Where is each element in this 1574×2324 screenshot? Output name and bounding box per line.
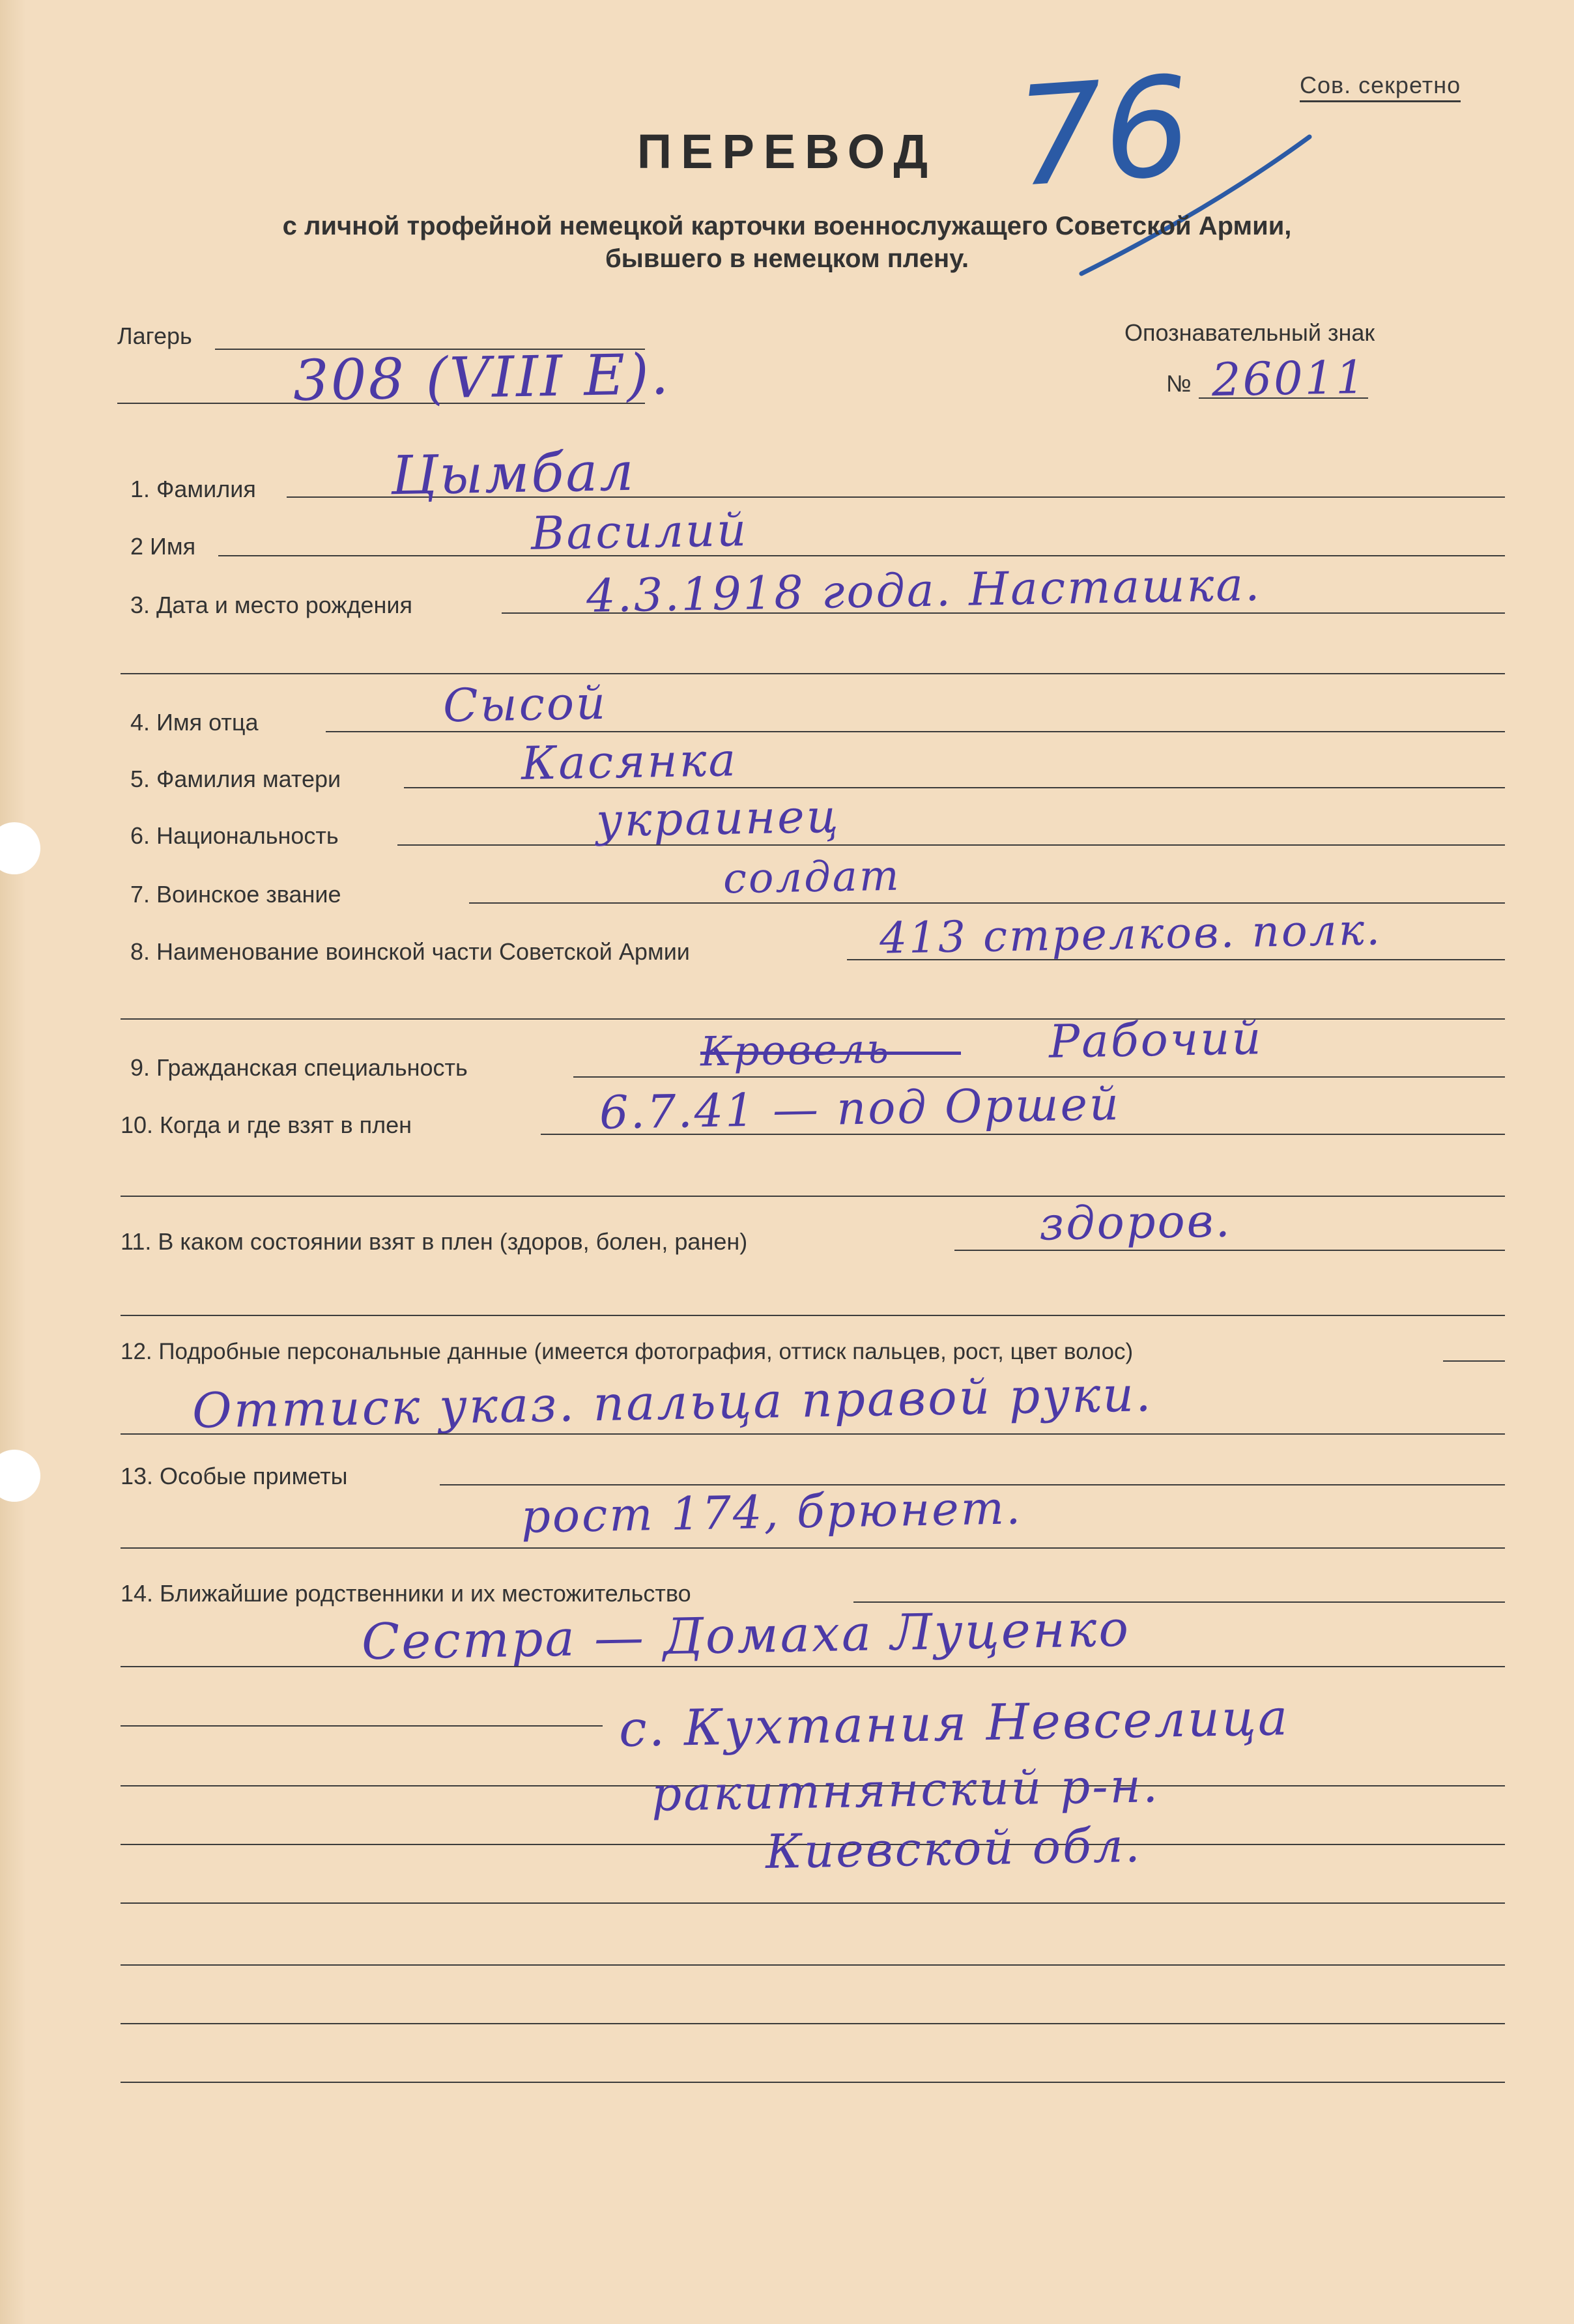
field-7-label: 7. Воинское звание <box>130 881 341 908</box>
paper-edge <box>0 0 26 2324</box>
archive-mark: 76 <box>1010 46 1196 218</box>
field-5-label: 5. Фамилия матери <box>130 766 341 792</box>
field-12-label: 12. Подробные персональные данные (имеется фотография, оттиск пальцев, рост, цвет волос) <box>121 1339 1134 1364</box>
field-11-rule-2 <box>121 1315 1505 1316</box>
field-2-label: 2 Имя <box>130 533 196 560</box>
field-14-line-2: с. Кухтания Невселица <box>618 1688 1290 1758</box>
field-4-label: 4. Имя отца <box>130 709 259 736</box>
field-9-rule <box>573 1076 1505 1078</box>
field-6-rule <box>397 844 1505 846</box>
field-4-value: Сысой <box>442 676 608 733</box>
field-8-label: 8. Наименование воинской части Советской Армии <box>130 938 690 965</box>
field-8-rule-2 <box>121 1018 1505 1020</box>
field-14-rule-2 <box>121 1666 1505 1667</box>
tag-label: Опознавательный знак <box>1124 319 1375 346</box>
field-10-rule-2 <box>121 1196 1505 1197</box>
field-9-struck-value: Кровель <box>700 1024 891 1076</box>
field-14-label: 14. Ближайшие родственники и их местожительство <box>121 1580 691 1607</box>
field-6-value: украинец <box>595 789 841 848</box>
field-1-value: Цымбал <box>390 440 637 508</box>
field-8-value: 413 стрелков. полк. <box>879 904 1382 964</box>
field-13-rule-2 <box>121 1547 1505 1549</box>
field-2-value: Василий <box>530 503 749 560</box>
field-14-rule-8 <box>121 2023 1505 2024</box>
subtitle-line-1: с личной трофейной немецкой карточки военнослужащего Советской Армии, <box>282 212 1292 240</box>
field-14-rule-3 <box>121 1725 603 1727</box>
field-10-value: 6.7.41 — под Оршей <box>599 1077 1121 1140</box>
field-1-label: 1. Фамилия <box>130 476 256 502</box>
field-11-label: 11. В каком состоянии взят в плен (здоров, болен, ранен) <box>121 1228 748 1255</box>
document-title: ПЕРЕВОД <box>637 124 937 179</box>
tag-value: 26011 <box>1211 350 1367 407</box>
field-2-rule <box>218 555 1505 556</box>
camp-label: Лагерь <box>117 323 192 349</box>
field-11-rule <box>954 1250 1505 1251</box>
field-13-value: рост 174, брюнет. <box>521 1481 1023 1543</box>
field-13-label: 13. Особые приметы <box>121 1463 348 1489</box>
field-14-line-3: ракитнянский р-н. <box>651 1758 1160 1822</box>
punch-hole-lower <box>0 1450 40 1502</box>
subtitle-line-2: бывшего в немецком плену. <box>605 244 969 273</box>
field-3-label: 3. Дата и место рождения <box>130 592 412 618</box>
field-6-label: 6. Национальность <box>130 822 339 849</box>
field-9-strike-line <box>700 1052 961 1055</box>
field-5-value: Касянка <box>521 733 738 790</box>
classification-stamp: Сов. секретно <box>1300 72 1461 102</box>
field-14-rule-6 <box>121 1902 1505 1904</box>
field-12-rule <box>1443 1360 1505 1362</box>
field-14-rule-9 <box>121 2082 1505 2083</box>
field-14-rule-7 <box>121 1964 1505 1966</box>
document-subtitle <box>0 210 1574 275</box>
field-9-value: Рабочий <box>1048 1011 1264 1069</box>
punch-hole-upper <box>0 822 40 874</box>
camp-value: 308 (VIII E). <box>293 341 671 414</box>
field-3-value: 4.3.1918 года. Насташка. <box>586 557 1262 624</box>
field-10-label: 10. Когда и где взят в плен <box>121 1112 412 1138</box>
field-12-rule-2 <box>121 1433 1505 1435</box>
field-11-value: здоров. <box>1038 1194 1233 1251</box>
field-7-rule <box>469 902 1505 904</box>
field-14-line-4: Киевской обл. <box>765 1817 1143 1880</box>
tag-number-prefix: № <box>1166 370 1192 397</box>
field-12-value: Оттиск указ. пальца правой руки. <box>192 1366 1154 1439</box>
field-7-value: солдат <box>723 852 902 904</box>
field-9-label: 9. Гражданская специальность <box>130 1054 468 1081</box>
field-14-line-1: Сестра — Домаха Луценко <box>361 1599 1131 1671</box>
field-3-rule-2 <box>121 673 1505 674</box>
